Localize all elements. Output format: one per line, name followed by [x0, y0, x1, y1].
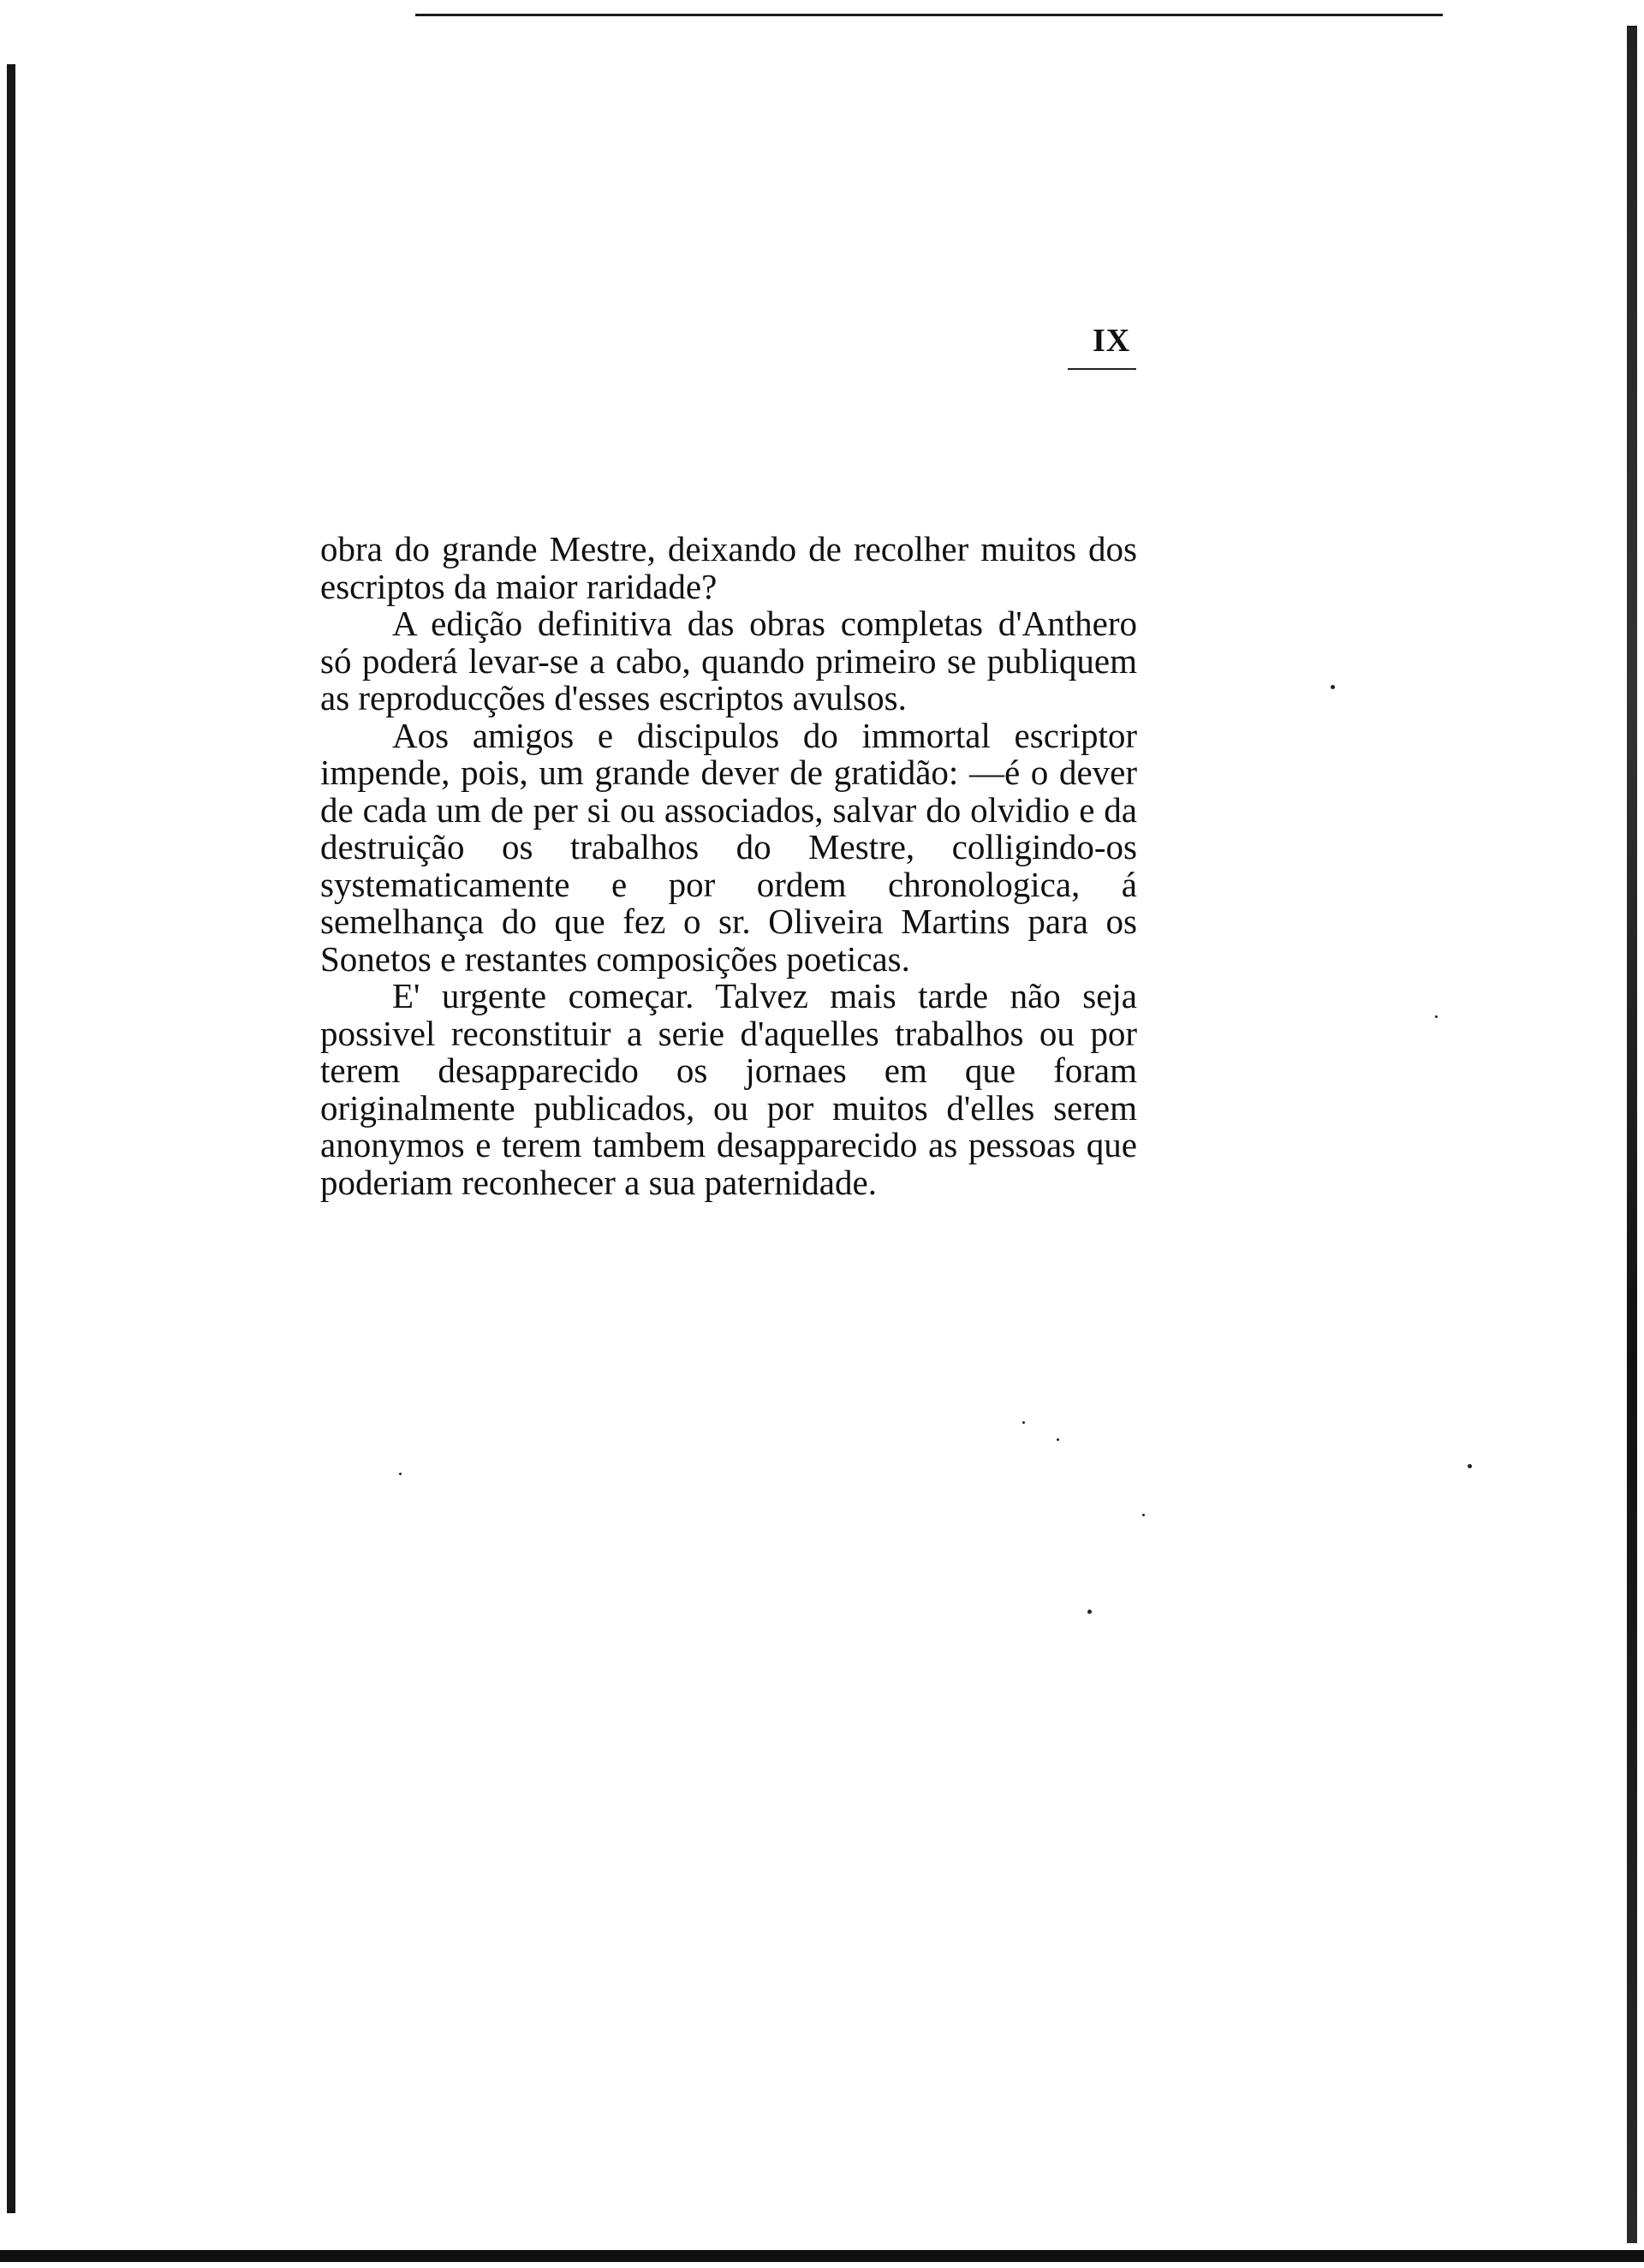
paragraph: Aos amigos e discipulos do immortal escriptor impende, pois, um grande dever de gratidão: —é o dever de cada um de per si ou associados, salvar do olvidio e da destruição os trabalhos do Mestre, colligindo-os systematicamente e por ordem chronologica, á semelhança do que fez o sr. Oliveira Martins para os Sonetos e restantes composições poeticas.	[320, 715, 1137, 979]
scan-speck	[1087, 1610, 1092, 1614]
scan-speck	[1331, 685, 1335, 689]
scan-speck	[1022, 1421, 1025, 1424]
scan-speck	[1142, 1514, 1145, 1516]
page-number: IX	[1093, 323, 1131, 359]
scan-left-edge	[7, 64, 15, 2213]
scan-right-edge	[1627, 26, 1637, 2243]
scan-speck	[399, 1473, 402, 1475]
scan-speck	[1435, 1015, 1438, 1018]
scan-speck	[1057, 1438, 1059, 1441]
paragraph: A edição definitiva das obras completas d'Anthero só poderá levar-se a cabo, quando primeiro se publiquem as reproducções d'esses escriptos avulsos.	[320, 604, 1137, 717]
scan-bottom-edge	[0, 2250, 1644, 2262]
scan-top-rule	[415, 14, 1443, 16]
page-number-rule	[1068, 368, 1136, 370]
paragraph-continuation: obra do grande Mestre, deixando de recolher muitos dos escriptos da maior raridade?	[320, 529, 1137, 606]
text-block	[320, 531, 1137, 1201]
scan-speck	[1468, 1464, 1472, 1468]
paragraph: E' urgente começar. Talvez mais tarde não seja possivel reconstituir a serie d'aquelles trabalhos ou por terem desapparecido os jornaes em que foram originalmente publicados, ou por muitos d'elles serem anonymos e terem tambem desapparecido as pessoas que poderiam reconhecer a sua paternidade.	[320, 976, 1137, 1202]
